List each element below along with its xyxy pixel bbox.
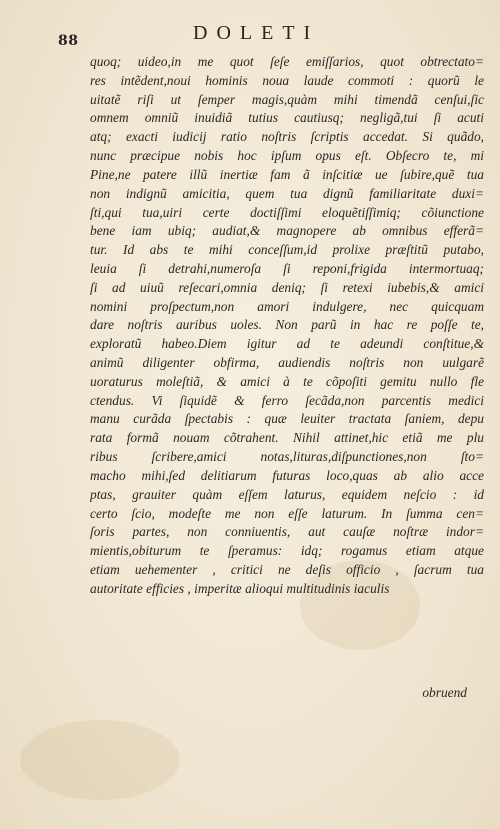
text-line: rata formã nouam cõtrahent. Nihil attinet,hic etiã me plu xyxy=(90,430,484,446)
text-line: dare noſtris auribus uoles. Non parũ in hac re poſſe te, xyxy=(90,317,484,333)
text-line: certo ſcio, modeſte me non eſſe laturum. In ſumma cen= xyxy=(90,505,484,521)
body-text xyxy=(90,53,484,599)
text-line: res intẽdent,noui hominis noua laude commoti : quorũ le xyxy=(90,72,484,88)
text-line: atq; exacti iudicij ratio noſtris ſcriptis accedat. Si quãdo, xyxy=(90,129,484,145)
text-line: uitatẽ riſi ut ſemper magis,quàm mihi timendã cenſui,ſic xyxy=(90,91,484,107)
text-line: nomini proſpectum,non amori indulgere, nec quicquam xyxy=(90,298,484,314)
text-line: exploratũ habeo.Diem igitur ad te adeundi conſtitue,& xyxy=(90,336,484,352)
running-head: DOLETI xyxy=(193,22,320,44)
text-line: omnem omniũ inuidiã tutius cautiusq; negligã,tui ſi acuti xyxy=(90,110,484,126)
text-line: ſti,qui tua,uiri certe doctiſſimi eloquẽtiſſimiq; cõiunctione xyxy=(90,204,484,220)
text-line: ctendus. Vi ſiquidẽ & ferro ſecãda,non parcentis medici xyxy=(90,392,484,408)
text-line: etiam uehementer , critici ne deſis officio , ſacrum tua xyxy=(90,561,484,577)
text-line: mientis,obiturum te ſperamus: idq; rogamus etiam atque xyxy=(90,543,484,559)
text-line: tur. Id abs te mihi conceſſum,id prolixe præſtitũ putabo, xyxy=(90,242,484,258)
page-number: 88 xyxy=(58,33,79,49)
text-line: ſoris partes, non conniuentis, aut cauſæ noſtræ indor= xyxy=(90,524,484,540)
text-line: ſi ad uiuũ reſecari,omnia deniq; ſi retexi iubebis,& amici xyxy=(90,279,484,295)
text-line: nunc præcipue nobis hoc ipſum opus eſt. Obſecro te, mi xyxy=(90,148,484,164)
paper-stain xyxy=(20,720,180,800)
text-line: autoritate efficies , imperitæ alioqui multitudinis iaculis xyxy=(90,580,390,596)
text-line: non indignũ amicitia, quem tua dignũ familiaritate duxi= xyxy=(90,185,484,201)
text-line: macho mihi,ſed delitiarum futuras loco,quas ab alio acce xyxy=(90,467,484,483)
text-line: ribus ſcribere,amici notas,lituras,diſpunctiones,non ſto= xyxy=(90,449,484,465)
text-line: uoraturus moleſtiã, & amici à te cõpoſiti gemitu nullo fle xyxy=(90,373,484,389)
text-line: quoq; uideo,in me quot ſeſe emiſſarios, quot obtrectato= xyxy=(90,54,484,69)
text-line: manu curãda ſpectabis : quæ leuiter tractata ſaniem, depu xyxy=(90,411,484,427)
text-line: ptas, grauiter quàm eſſem laturus, equidem neſcio : id xyxy=(90,486,484,502)
text-line: bene iam ubiq; audiat,& magnopere ab omnibus efferã= xyxy=(90,223,484,239)
text-line: Pine,ne patere illũ inertiæ fam ã inſcitiæ ue ſubire,quẽ tua xyxy=(90,166,484,182)
catchword: obruend xyxy=(422,685,467,700)
text-line: leuia ſi detrahi,numeroſa ſi reponi,frigida intermortuaq; xyxy=(90,260,484,276)
text-line: animũ diligenter obfirma, audiendis noſtris non uulgarẽ xyxy=(90,355,484,370)
